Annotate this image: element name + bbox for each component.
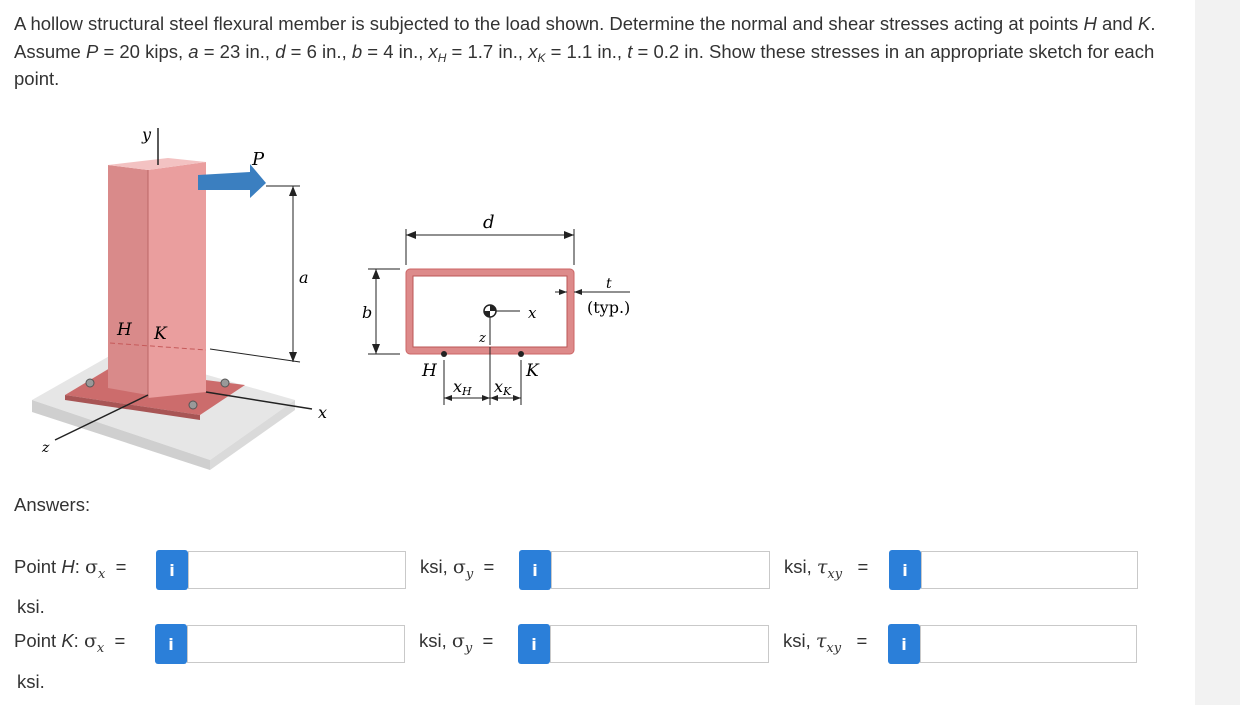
problem-statement: A hollow structural steel flexural member is subjected to the load shown. Determine the normal and shear stresses acting at points H and K. Assume P = 20 kips, a = 23 in., d = 6 in., b = 4 in., $x_H = 1.7$ in., $x_K = 1.1$ in., t = 0.2 in. Show these stresses in an appropriate sketch for each point. <box>14 13 1156 89</box>
input-K-sigx[interactable] <box>187 625 405 663</box>
row-H-tau-label: ksi, $\tau_{xy}$ = <box>784 556 869 582</box>
info-button-K-sigx[interactable]: i <box>155 624 187 664</box>
row-K-tau-label: ksi, $\tau_{xy}$ = <box>783 630 868 656</box>
input-K-sigy[interactable] <box>550 625 769 663</box>
input-H-tau[interactable] <box>921 551 1138 589</box>
svg-text:K: K <box>154 324 167 344</box>
right-sidebar <box>1195 0 1240 705</box>
svg-text:z: z <box>479 331 486 346</box>
point-H-marker <box>441 351 447 357</box>
svg-text:P: P <box>252 149 265 170</box>
svg-text:(typ.): (typ.) <box>587 298 631 317</box>
row-K-label: Point K: $\sigma_x$ = <box>14 630 126 656</box>
svg-text:t: t <box>606 276 612 292</box>
svg-text:x: x <box>318 403 328 422</box>
row-H-unit: ksi. <box>17 596 45 617</box>
info-button-H-sigx[interactable]: i <box>156 550 188 590</box>
svg-text:xH: xH <box>453 377 472 398</box>
svg-text:xK: xK <box>494 377 512 398</box>
svg-text:a: a <box>299 268 309 287</box>
input-H-sigx[interactable] <box>188 551 406 589</box>
info-button-K-sigy[interactable]: i <box>518 624 550 664</box>
input-H-sigy[interactable] <box>551 551 770 589</box>
svg-text:b: b <box>362 303 373 322</box>
svg-text:d: d <box>483 212 495 233</box>
svg-text:H: H <box>117 320 132 340</box>
problem-figure <box>0 110 700 480</box>
info-button-H-tau[interactable]: i <box>889 550 921 590</box>
svg-text:y: y <box>142 125 152 144</box>
input-K-tau[interactable] <box>920 625 1137 663</box>
info-button-H-sigy[interactable]: i <box>519 550 551 590</box>
row-H-label: Point H: $\sigma_x$ = <box>14 556 127 582</box>
svg-text:z: z <box>42 440 50 456</box>
point-K-marker <box>518 351 524 357</box>
centroid-symbol <box>484 305 496 317</box>
info-button-K-tau[interactable]: i <box>888 624 920 664</box>
svg-text:H: H <box>422 361 437 381</box>
answers-label: Answers: <box>14 494 91 515</box>
row-K-sigy-label: ksi, $\sigma_y$ = <box>419 630 494 656</box>
row-K-unit: ksi. <box>17 671 45 692</box>
svg-text:x: x <box>528 304 537 322</box>
hollow-column <box>108 158 206 398</box>
svg-text:K: K <box>526 361 539 381</box>
row-H-sigy-label: ksi, $\sigma_y$ = <box>420 556 495 582</box>
